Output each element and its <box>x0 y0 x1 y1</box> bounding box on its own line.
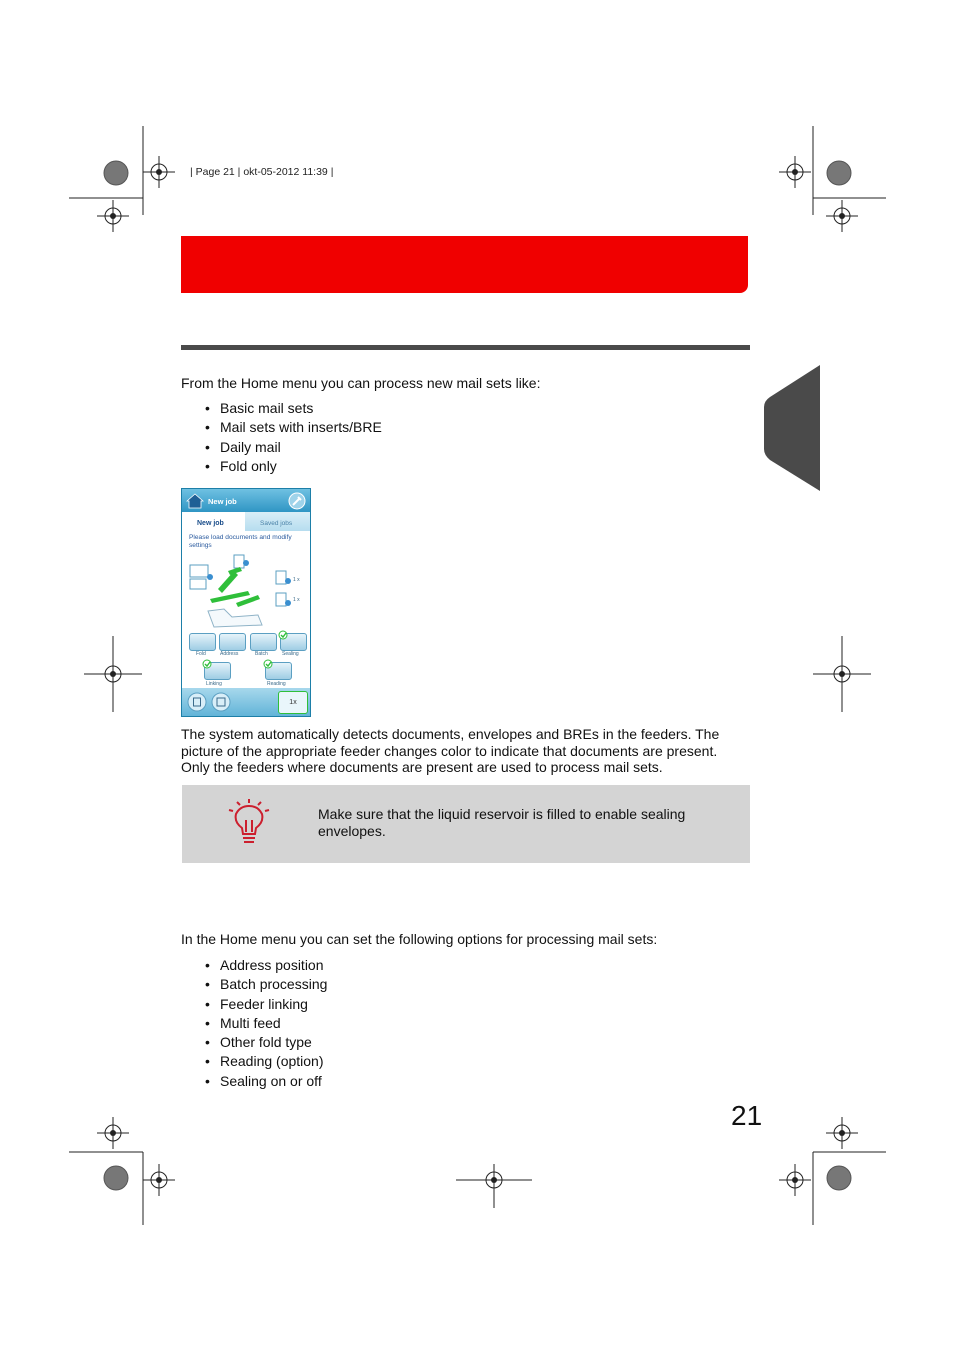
list-item: • Daily mail <box>205 438 281 455</box>
option-label: Sealing <box>282 651 299 657</box>
trash-icon <box>187 692 207 712</box>
chapter-side-tab <box>764 365 820 491</box>
detect-paragraph: The system automatically detects documents, envelopes and BREs in the feeders. The picture of the appropriate feeder changes color to indicate that documents are present. Only the feeders where documents are present are used to process mail sets. <box>181 726 720 775</box>
screen-message: Please load documents and modify settings <box>189 534 292 549</box>
fold-icon <box>189 633 216 651</box>
option-label: Fold <box>196 651 206 657</box>
tab-new-job-label: New job <box>197 520 224 527</box>
section-rule <box>181 345 750 350</box>
intro-text: From the Home menu you can process new mail sets like: <box>181 375 541 391</box>
job-counter: 1x <box>278 691 308 714</box>
options-list <box>205 956 327 1091</box>
save-icon <box>211 692 231 712</box>
feeder-count-2: 1 x <box>293 597 300 603</box>
list-item: • Sealing on or off <box>205 1072 322 1089</box>
list-item: • Address position <box>205 957 324 973</box>
check-icon <box>263 659 273 669</box>
intro-list <box>205 399 382 476</box>
option-label: Reading <box>267 681 286 687</box>
machine-illustration <box>188 551 308 631</box>
list-item: • Mail sets with inserts/BRE <box>205 419 382 436</box>
list-item: • Reading (option) <box>205 1053 324 1070</box>
lightbulb-icon <box>228 798 270 846</box>
option-label: Batch <box>255 651 268 657</box>
page-number: 21 <box>731 1100 763 1131</box>
tab-saved-jobs-label: Saved jobs <box>260 520 293 527</box>
option-label: Address <box>220 651 239 657</box>
check-icon <box>202 659 212 669</box>
note-box <box>182 785 750 863</box>
chapter-banner <box>181 236 748 293</box>
list-item: • Batch processing <box>205 976 328 993</box>
print-info: | Page 21 | okt-05-2012 11:39 | <box>190 166 334 178</box>
home-icon <box>186 492 204 509</box>
feeder-count-1: 1 x <box>293 577 300 583</box>
list-item: • Fold only <box>205 457 277 474</box>
list-item: • Feeder linking <box>205 995 308 1012</box>
check-icon <box>278 630 288 640</box>
options-intro-text: In the Home menu you can set the following options for processing mail sets: <box>181 931 658 947</box>
list-item: • Multi feed <box>205 1014 281 1031</box>
screen-title: New job <box>208 497 237 506</box>
list-item: • Basic mail sets <box>205 400 314 416</box>
list-item: • Other fold type <box>205 1034 312 1051</box>
address-icon <box>219 633 246 651</box>
wrench-icon <box>288 492 306 510</box>
batch-icon <box>250 633 277 651</box>
note-text: Make sure that the liquid reservoir is filled to enable sealing envelopes. <box>318 806 686 839</box>
option-label: Linking <box>206 681 222 687</box>
device-screen-figure <box>181 488 311 717</box>
